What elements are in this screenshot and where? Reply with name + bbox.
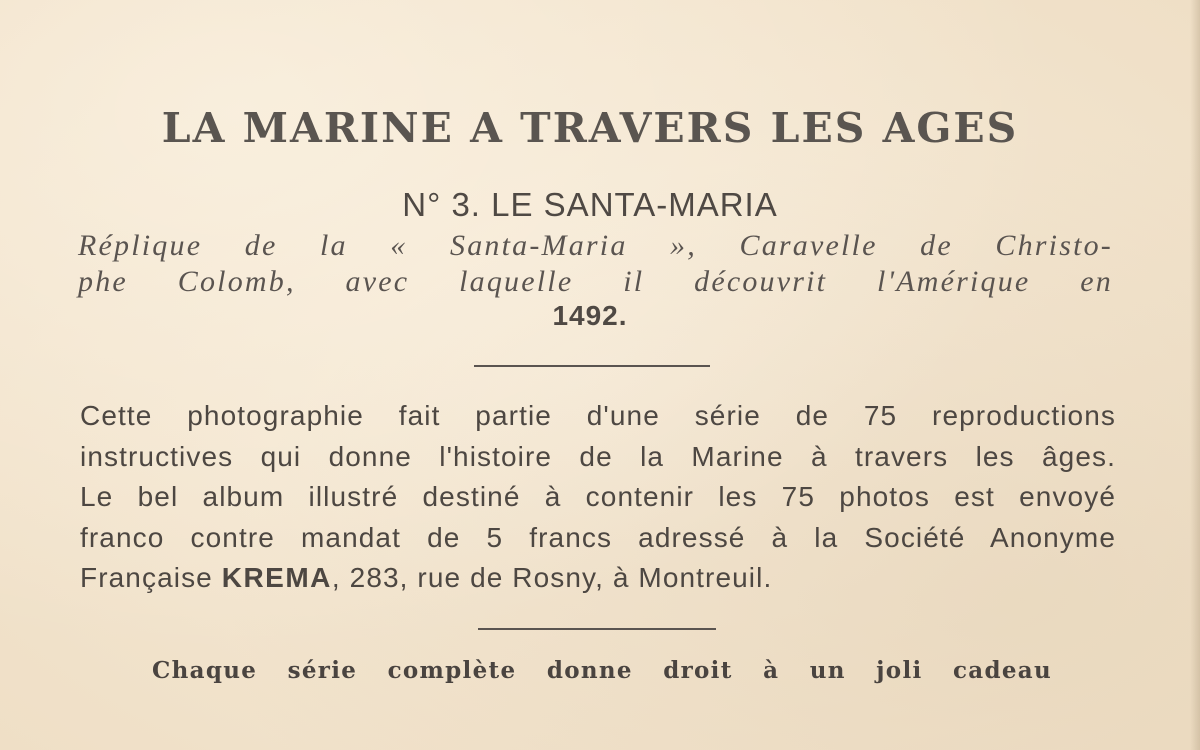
divider-bottom xyxy=(478,628,716,630)
paragraph-line xyxy=(80,558,980,599)
description-line: phe Colomb, avec laquelle il découvrit l'Amérique en xyxy=(78,265,1113,298)
brand-name: KREMA xyxy=(221,562,332,593)
card-subtitle: N° 3. LE SANTA-MARIA xyxy=(402,186,778,223)
series-title: LA MARINE A TRAVERS LES AGES xyxy=(161,104,1019,152)
address-prefix: Française xyxy=(80,562,222,593)
description-line: Réplique de la « Santa-Maria », Caravelle de Christo- xyxy=(78,229,1113,262)
divider-top xyxy=(474,365,710,367)
paragraph-line: Le bel album illustré destiné à contenir les 75 photos est envoyé xyxy=(80,481,1116,512)
description-year: 1492. xyxy=(552,300,628,331)
series-info-paragraph xyxy=(80,396,1116,599)
card-edge xyxy=(1190,0,1200,750)
address-text: , 283, rue de Rosny, à Montreuil. xyxy=(331,562,773,593)
paragraph-line: franco contre mandat de 5 francs adressé à la Société Anonyme xyxy=(80,521,1116,553)
paragraph-line: instructives qui donne l'histoire de la Marine à travers les âges. xyxy=(80,440,1116,472)
footer-note: Chaque série complète donne droit à un joli cadeau xyxy=(152,657,1052,684)
paragraph-line: Cette photographie fait partie d'une série de 75 reproductions xyxy=(80,400,1116,431)
ship-description xyxy=(78,228,1113,300)
